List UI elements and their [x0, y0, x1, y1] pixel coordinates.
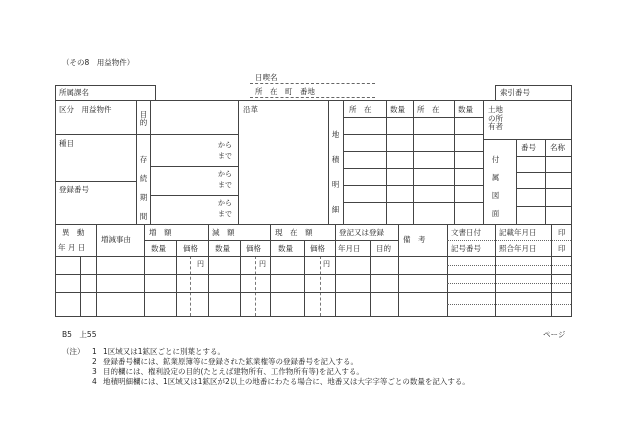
frame-line — [335, 224, 336, 316]
frame-line — [80, 256, 81, 316]
frame-line — [483, 100, 484, 224]
doc-date-header: 文書日付 — [451, 228, 481, 237]
category-label: 区分 用益物件 — [59, 105, 112, 114]
frame-line — [208, 224, 209, 316]
history-label: 沿革 — [243, 105, 258, 114]
frame-line — [150, 100, 151, 224]
frame-line — [551, 224, 552, 316]
frame-line — [495, 85, 496, 100]
decrease-header: 減 額 — [212, 228, 235, 237]
frame-line — [516, 139, 517, 224]
index-top-border — [495, 85, 572, 86]
frame-line — [571, 85, 572, 316]
seal-header: 印 — [558, 228, 566, 237]
qty-header: 数量 — [278, 244, 293, 253]
frame-line — [343, 185, 483, 186]
entry-date-header: 記載年月日 — [499, 228, 537, 237]
registration-header: 登記又は登録 — [339, 228, 384, 237]
frame-line — [55, 292, 572, 293]
land-location-header: 所 在 — [417, 105, 440, 114]
frame-line — [255, 256, 256, 316]
note-text: 目的欄には、権利設定の目的(たとえば建物所有、工作物所有等)を記入する。 — [103, 367, 364, 376]
change-date-header: 異 動 — [62, 228, 85, 237]
note-text: 登録番号欄には、鉱業原簿等に登録された鉱業権等の登録番号を記入する。 — [103, 357, 358, 366]
frame-line — [343, 168, 483, 169]
frame-line — [447, 224, 448, 316]
yen-unit: 円 — [197, 260, 204, 268]
frame-line — [545, 139, 546, 224]
note-text: 地積明細欄には、1区域又は1鉱区が2以上の地番にわたる場合に、地番又は大字字等ごとの数量を記入する。 — [103, 377, 470, 386]
note-text: 1区域又は1鉱区ごとに別葉とする。 — [103, 347, 226, 356]
frame-line — [483, 139, 571, 140]
frame-line — [343, 151, 483, 152]
notes-title: （注） — [62, 347, 85, 356]
index-number-label: 索引番号 — [500, 88, 530, 97]
type-label: 種目 — [59, 139, 74, 148]
until-text: まで — [218, 181, 232, 189]
frame-line — [55, 316, 572, 317]
frame-line — [343, 117, 483, 118]
frame-line — [55, 274, 572, 275]
remarks-header: 備 考 — [403, 235, 426, 244]
frame-line — [447, 304, 571, 305]
land-details-label: 地積明細 — [331, 130, 340, 214]
until-text: まで — [218, 210, 232, 218]
frame-line — [413, 100, 414, 224]
frame-line — [320, 256, 321, 316]
note-number: 4 — [92, 377, 97, 386]
frame-line — [304, 240, 305, 316]
price-header: 価格 — [246, 244, 261, 253]
frame-line — [155, 85, 156, 100]
qty-header: 数量 — [151, 244, 166, 253]
reg-purpose-header: 目的 — [376, 244, 391, 253]
page-label: ページ — [543, 330, 566, 339]
doc-number-header: 記号番号 — [451, 244, 481, 253]
purpose-label: 目的 — [139, 110, 148, 127]
frame-line — [516, 188, 571, 189]
map-name-header: 名称 — [550, 143, 565, 152]
frame-line — [55, 181, 136, 182]
field-name-line — [250, 83, 375, 84]
frame-line — [516, 206, 571, 207]
current-header: 現 在 額 — [275, 228, 313, 237]
field-name-label: 日喫名 — [255, 73, 278, 82]
note-number: 1 — [92, 347, 97, 356]
map-number-header: 番号 — [521, 143, 536, 152]
location-line — [250, 97, 375, 98]
yen-unit: 円 — [259, 260, 266, 268]
frame-line — [447, 265, 571, 266]
frame-line — [55, 256, 572, 257]
frame-line — [447, 240, 571, 241]
increase-header: 増 額 — [149, 228, 172, 237]
reason-header: 増減事由 — [101, 235, 131, 244]
note-number: 3 — [92, 367, 97, 376]
dept-top-border — [55, 85, 155, 86]
frame-line — [55, 85, 56, 316]
frame-line — [190, 256, 191, 316]
frame-line — [270, 224, 271, 316]
frame-line — [144, 224, 145, 316]
until-text: まで — [218, 152, 232, 160]
from-text: から — [218, 199, 232, 207]
frame-line — [386, 100, 387, 224]
frame-line — [240, 240, 241, 316]
check-date-header: 照合年月日 — [499, 244, 537, 253]
frame-line — [516, 156, 571, 157]
frame-line — [328, 100, 329, 224]
paper-size-label: B5 上55 — [62, 330, 97, 339]
price-header: 価格 — [183, 244, 198, 253]
frame-line — [398, 224, 399, 316]
land-qty-header: 数量 — [458, 105, 473, 114]
reg-number-label: 登録番号 — [59, 185, 89, 194]
from-text: から — [218, 141, 232, 149]
frame-line — [516, 172, 571, 173]
frame-line — [96, 224, 97, 316]
frame-line — [176, 240, 177, 316]
frame-line — [150, 166, 238, 167]
frame-line — [454, 100, 455, 224]
attached-map-label: 付属図面 — [491, 155, 500, 218]
frame-line — [150, 195, 238, 196]
frame-line — [144, 240, 398, 241]
from-text: から — [218, 170, 232, 178]
change-ymd-header: 年 月 日 — [58, 243, 86, 252]
land-location-header: 所 在 — [349, 105, 372, 114]
frame-line — [55, 100, 572, 101]
seal-header: 印 — [558, 244, 566, 253]
frame-line — [370, 240, 371, 316]
reg-ymd-header: 年月日 — [338, 244, 361, 253]
form-label: （その8 用益物件） — [62, 58, 135, 67]
frame-line — [447, 283, 571, 284]
frame-line — [343, 134, 483, 135]
frame-line — [238, 100, 239, 224]
frame-line — [343, 100, 344, 224]
frame-line — [495, 224, 496, 316]
yen-unit: 円 — [323, 260, 330, 268]
land-qty-header: 数量 — [390, 105, 405, 114]
price-header: 価格 — [310, 244, 325, 253]
location-label: 所 在 町 番地 — [255, 87, 315, 96]
qty-header: 数量 — [215, 244, 230, 253]
land-owner-label: 土地の所有者 — [488, 105, 503, 131]
frame-line — [136, 100, 137, 224]
frame-line — [55, 134, 238, 135]
note-number: 2 — [92, 357, 97, 366]
department-label: 所属課名 — [59, 88, 89, 97]
duration-label: 存続期間 — [139, 155, 148, 221]
frame-line — [343, 202, 483, 203]
